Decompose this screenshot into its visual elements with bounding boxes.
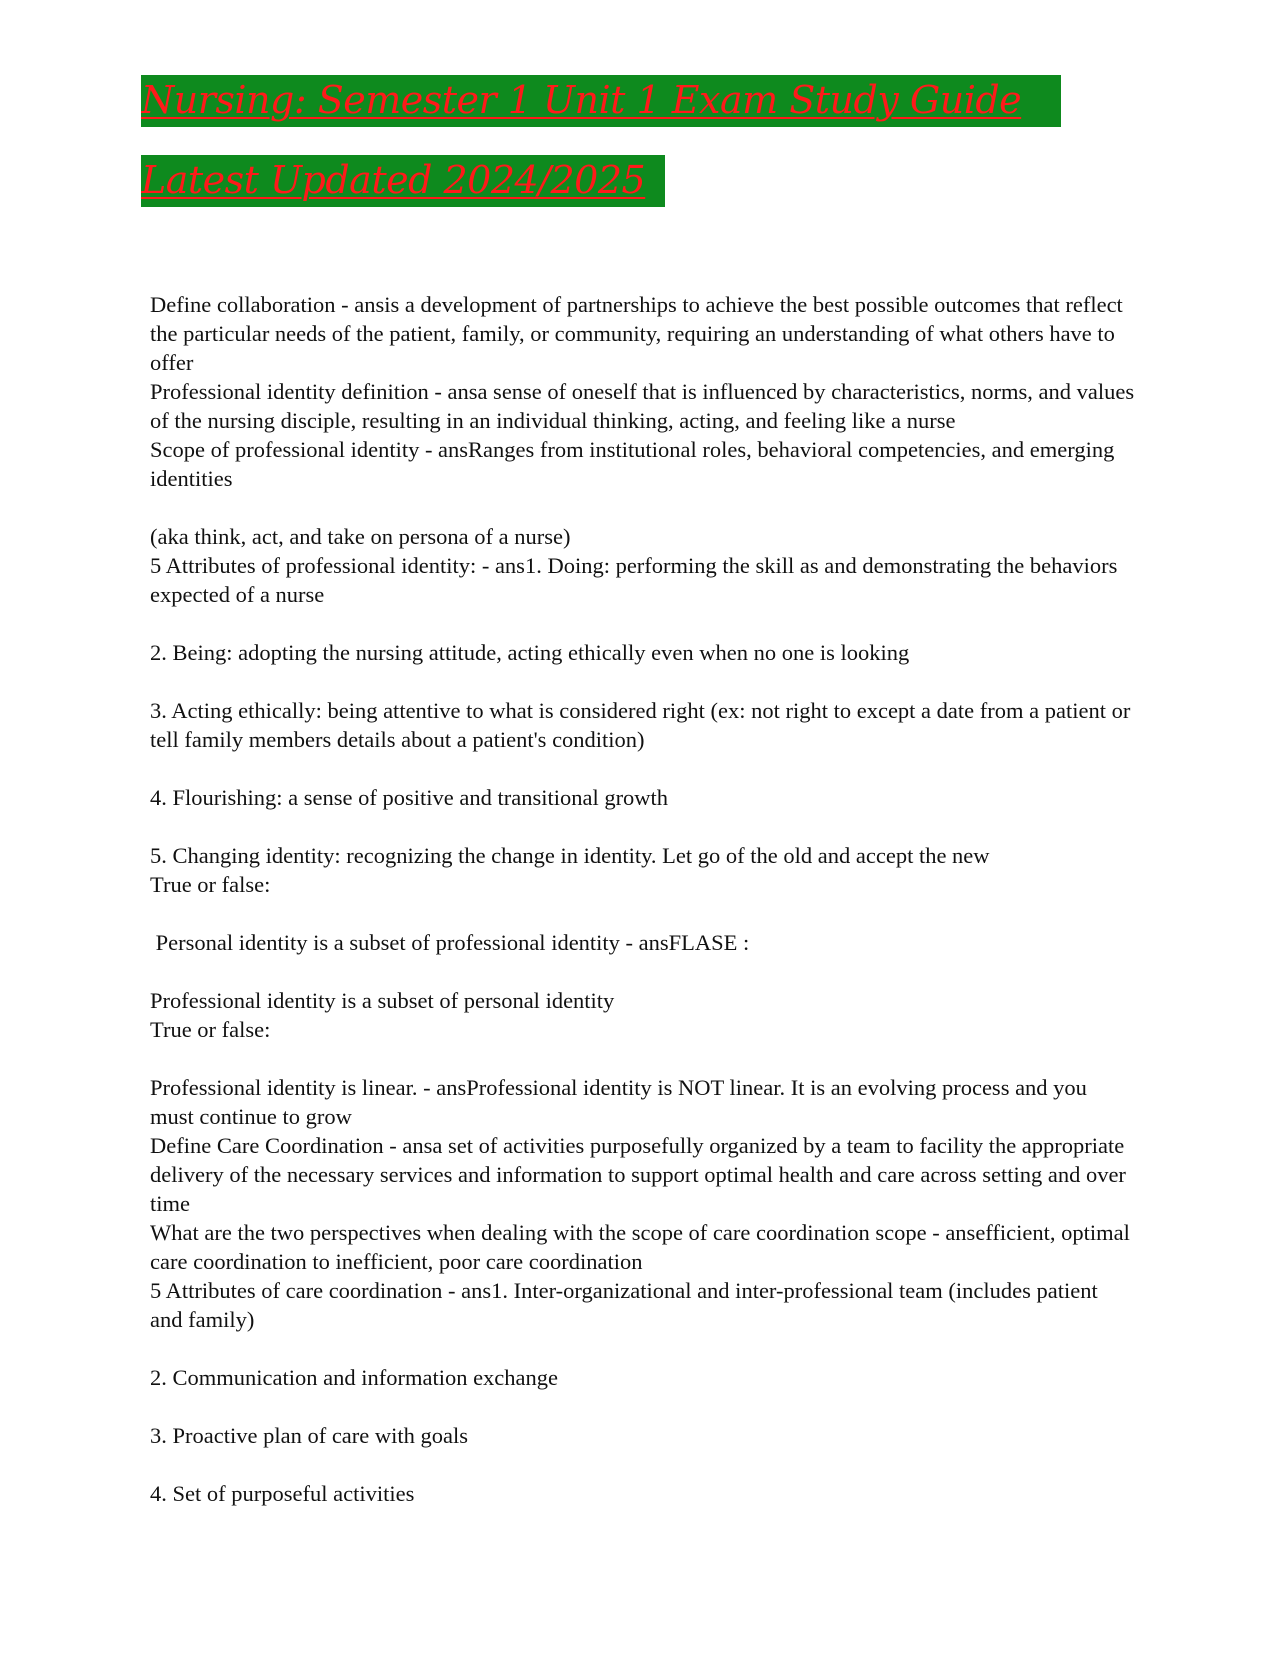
body-line: 4. Set of purposeful activities (150, 1481, 415, 1506)
body-line: Personal identity is a subset of professional identity - ansFLASE : (150, 930, 750, 955)
body-line: What are the two perspectives when dealing with the scope of care coordination scope - ansefficient, optimal care coordination to inefficient, poor care coordination (150, 1220, 1136, 1274)
blank-line (150, 1044, 1135, 1073)
blank-line (150, 667, 1135, 696)
blank-line (150, 609, 1135, 638)
body-line: True or false: (150, 872, 271, 897)
body-line: Define collaboration - ansis a development of partnerships to achieve the best possible outcomes that reflect the particular needs of the patient, family, or community, requiring an understanding of what others have to offer (150, 292, 1129, 375)
blank-line (150, 812, 1135, 841)
body-line: 2. Being: adopting the nursing attitude, acting ethically even when no one is looking (150, 640, 910, 665)
body-line: Scope of professional identity - ansRanges from institutional roles, behavioral competencies, and emerging identities (150, 437, 1120, 491)
body-line: 2. Communication and information exchange (150, 1365, 559, 1390)
body-line: Define Care Coordination - ansa set of activities purposefully organized by a team to facility the appropriate delivery of the necessary services and information to support optimal health and care across setting and over time (150, 1133, 1132, 1216)
body-line: 5 Attributes of professional identity: - ans1. Doing: performing the skill as and demonstrating the behaviors expected of a nurse (150, 553, 1123, 607)
blank-line (150, 754, 1135, 783)
blank-line (150, 1334, 1135, 1363)
body-line: 4. Flourishing: a sense of positive and transitional growth (150, 785, 669, 810)
body-line: 5. Changing identity: recognizing the change in identity. Let go of the old and accept the new (150, 843, 990, 868)
blank-line (150, 1450, 1135, 1479)
body-line: (aka think, act, and take on persona of a nurse) (150, 524, 571, 549)
body-line: 3. Proactive plan of care with goals (150, 1423, 469, 1448)
body-line: 5 Attributes of care coordination - ans1. Inter-organizational and inter-professional team (includes patient and family) (150, 1278, 1104, 1332)
blank-line (150, 493, 1135, 522)
body-line: Professional identity definition - ansa sense of oneself that is influenced by characteristics, norms, and values of the nursing disciple, resulting in an individual thinking, acting, and feeling like a nurse (150, 379, 1140, 433)
blank-line (150, 1392, 1135, 1421)
blank-line (150, 957, 1135, 986)
blank-line (150, 899, 1135, 928)
body-line: True or false: (150, 1017, 271, 1042)
document-title-line-1: Nursing: Semester 1 Unit 1 Exam Study Guide (141, 75, 1061, 127)
body-line: 3. Acting ethically: being attentive to what is considered right (ex: not right to except a date from a patient or tell family members details about a patient's condition) (150, 698, 1136, 752)
document-body (150, 290, 1140, 1508)
body-line: Professional identity is a subset of personal identity (150, 988, 615, 1013)
document-title-line-2: Latest Updated 2024/2025 (141, 155, 665, 207)
body-line: Professional identity is linear. - ansProfessional identity is NOT linear. It is an evolving process and you must continue to grow (150, 1075, 1093, 1129)
